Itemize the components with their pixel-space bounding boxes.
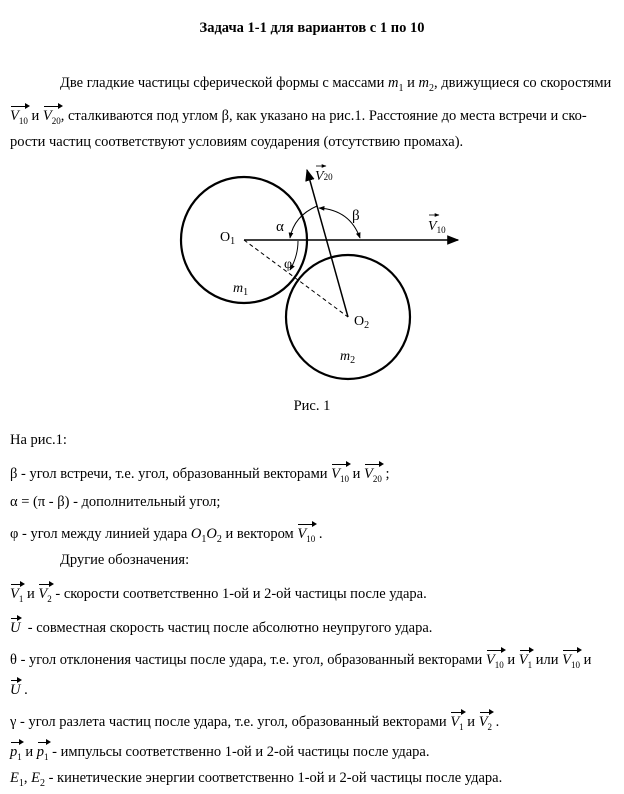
vector-v1: $V_1$ [519,648,532,670]
vector-v1: $V_1$ [450,710,463,732]
label-alpha: α [276,219,284,235]
label-o2: $O_2$ [354,314,370,331]
def-p: $p_1$ и $p_1$ - импульсы соответственно 1-ой и 2-ой частицы после удара. [10,740,429,762]
def-theta-cont: U . [10,678,28,699]
page-title: Задача 1-1 для вариантов с 1 по 10 [199,20,425,36]
def-u: U - совместная скорость частиц после абсолютно неупругого удара. [10,616,432,637]
def-phi: φ - угол между линией удара $O_1O_2$ и вектором $V_{10}$ . [10,522,322,545]
collision-diagram [170,160,470,390]
label-m1: $m_1$ [233,281,249,298]
vector-v1: $V_1$ [10,582,23,604]
intro-line-2: $V_{10}$ и $V_{20}$, сталкиваются под углом β, как указано на рис.1. Расстояние до места встречи и ско- [10,104,587,126]
vector-v20: $V_{20}$ [364,462,382,484]
v20-arrow [307,170,348,317]
vector-v10: $V_{10}$ [562,648,580,670]
vector-v20: $V_{20}$ [43,104,61,126]
def-beta: β - угол встречи, т.е. угол, образованный векторами $V_{10}$ и $V_{20}$ ; [10,462,390,484]
vector-v2: $V_2$ [479,710,492,732]
def-theta: θ - угол отклонения частицы после удара, т.е. угол, образованный векторами $V_{10}$ и $V_1$ или $V_{10}$ и [10,648,591,670]
label-beta: β [352,208,360,224]
vector-v2: $V_2$ [38,582,51,604]
label-v20: V20 [315,169,333,184]
label-o1: $O_1$ [220,230,236,247]
impact-line [244,240,348,317]
def-alpha: α = (π - β) - дополнительный угол; [10,494,221,510]
vector-p1: $p_1$ [10,740,22,762]
vector-u: U [10,616,20,637]
vector-v10: $V_{10}$ [10,104,28,126]
vector-v10: $V_{10}$ [331,462,349,484]
def-e: $E_1$, $E_2$ - кинетические энергии соответственно 1-ой и 2-ой частицы после удара. [10,770,503,789]
label-v10: $V_{10}$ [428,219,446,235]
defs-other: Другие обозначения: [60,552,190,568]
label-phi: φ [284,257,293,272]
vector-v10: $V_{10}$ [297,522,315,544]
vector-p1-second: $p_1$ [37,740,49,762]
vector-u: U [10,678,20,699]
label-m2: $m_2$ [340,349,356,366]
vector-v10: $V_{10}$ [486,648,504,670]
def-gamma: γ - угол разлета частиц после удара, т.е. угол, образованный векторами $V_1$ и $V_2$ . [10,710,499,732]
def-v12: $V_1$ и $V_2$ - скорости соответственно 1-ой и 2-ой частицы после удара. [10,582,427,604]
defs-header: На рис.1: [10,432,67,448]
intro-line-3: рости частиц соответствуют условиям соударения (отсутствию промаха). [10,134,464,150]
figure-caption: Рис. 1 [293,398,331,414]
intro-line-1: Две гладкие частицы сферической формы с массами $m_1$ и $m_2$, движущиеся со скоростями [60,75,612,94]
